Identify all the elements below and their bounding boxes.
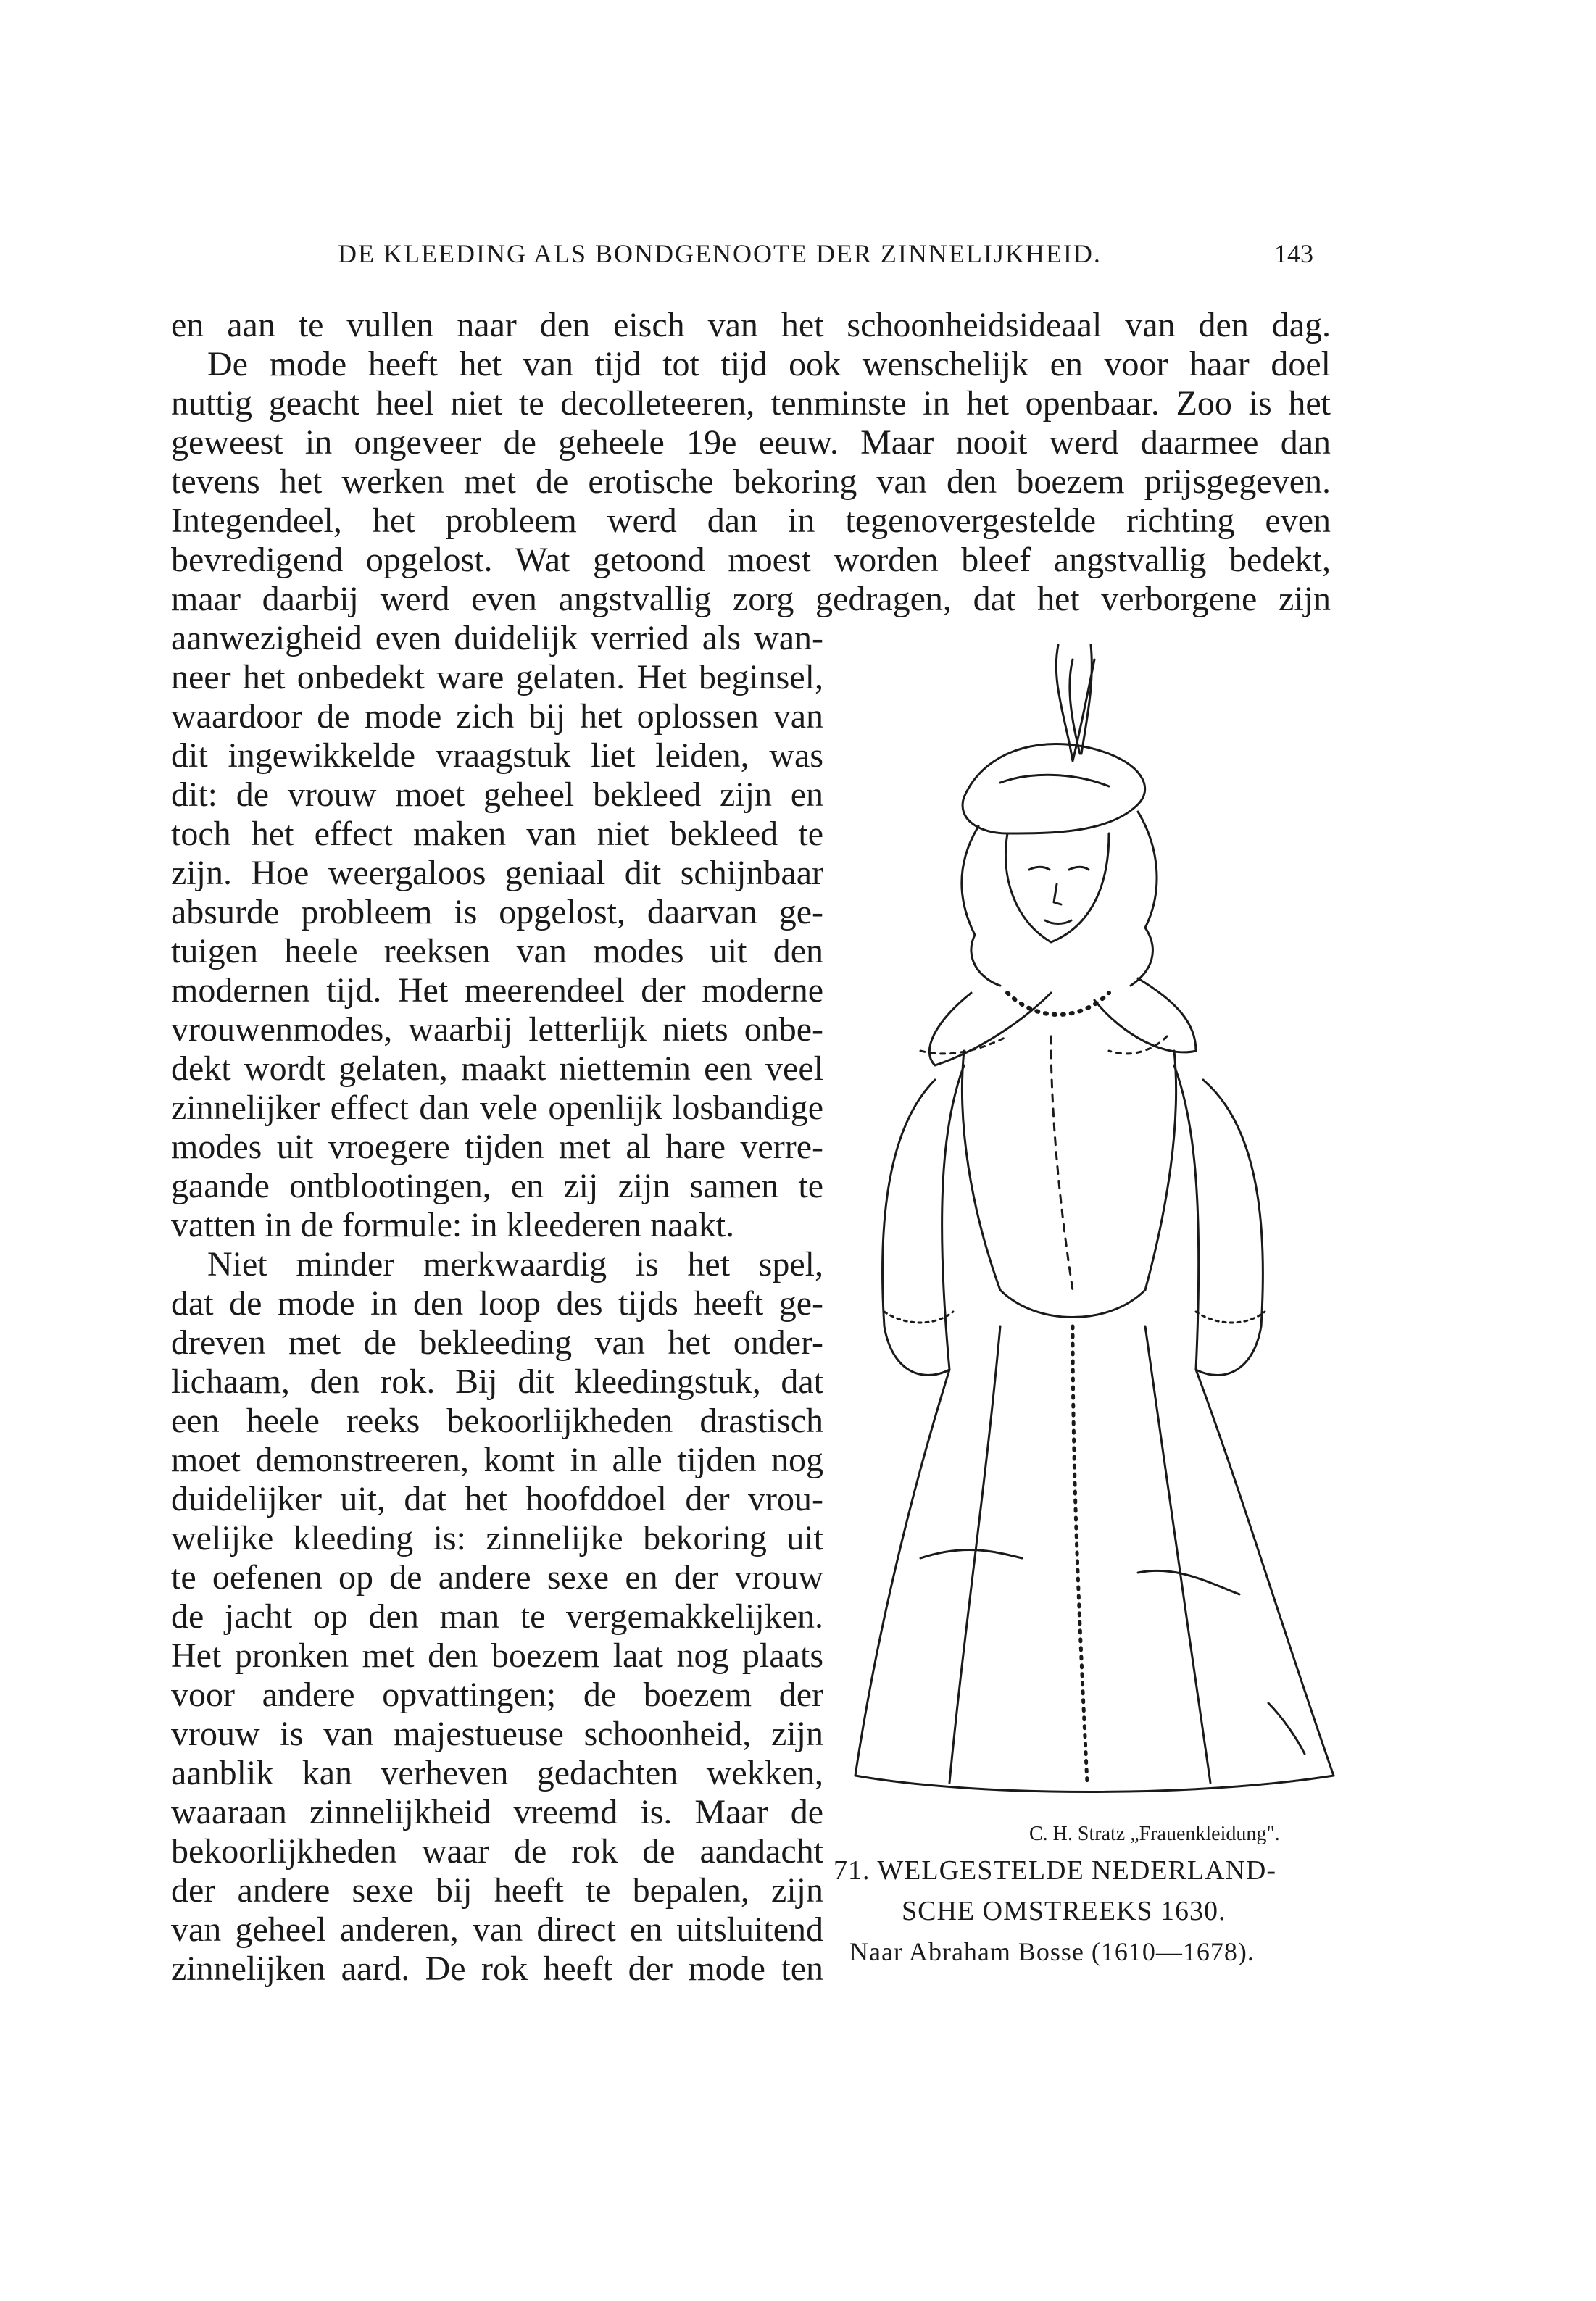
text-line: zinnelijker effect dan vele openlijk losbandige — [171, 1089, 823, 1127]
text-line: dreven met de bekleeding van het onder- — [171, 1323, 823, 1362]
text-line: De mode heeft het van tijd tot tijd ook wenschelijk en voor haar doel — [207, 345, 1331, 383]
text-line: bekoorlijkheden waar de rok de aandacht — [171, 1832, 823, 1871]
text-line: nuttig geacht heel niet te decolleteeren, tenminste in het openbaar. Zoo is het — [171, 384, 1331, 423]
running-title: DE KLEEDING ALS BONDGENOOTE DER ZINNELIJKHEID. — [338, 239, 1102, 268]
text-line: welijke kleeding is: zinnelijke bekoring uit — [171, 1519, 823, 1557]
text-line: vrouwenmodes, waarbij letterlijk niets onbe- — [171, 1010, 823, 1049]
text-line: absurde probleem is opgelost, daarvan ge- — [171, 893, 823, 931]
page-number: 143 — [1274, 239, 1313, 268]
text-line: maar daarbij werd even angstvallig zorg gedragen, dat het verborgene zijn — [171, 580, 1331, 618]
text-line: modernen tijd. Het meerendeel der moderne — [171, 971, 823, 1010]
text-line: dekt wordt gelaten, maakt niettemin een veel — [171, 1049, 823, 1088]
text-line: voor andere opvattingen; de boezem der — [171, 1676, 823, 1714]
text-line: tuigen heele reeksen van modes uit den — [171, 932, 823, 970]
figure-credit: C. H. Stratz „Frauenkleidung". — [1029, 1823, 1280, 1845]
text-line: modes uit vroegere tijden met al hare verre- — [171, 1128, 823, 1166]
text-line: de jacht op den man te vergemakkelijken. — [171, 1597, 823, 1636]
text-line: zinnelijken aard. De rok heeft der mode ten — [171, 1950, 823, 1988]
figure-caption-title: 71. WELGESTELDE NEDERLAND- — [834, 1855, 1277, 1886]
text-line: dit ingewikkelde vraagstuk liet leiden, was — [171, 736, 823, 775]
figure-caption-source: Naar Abraham Bosse (1610—1678). — [849, 1937, 1255, 1966]
text-line: Integendeel, het probleem werd dan in tegenovergestelde richting even — [171, 502, 1331, 540]
text-line: Het pronken met den boezem laat nog plaats — [171, 1636, 823, 1675]
text-line: geweest in ongeveer de geheele 19e eeuw. Maar nooit werd daarmee dan — [171, 423, 1331, 462]
text-line: van geheel anderen, van direct en uitsluitend — [171, 1910, 823, 1949]
text-line: dat de mode in den loop des tijds heeft ge- — [171, 1284, 823, 1323]
text-line: aanwezigheid even duidelijk verried als wan- — [171, 619, 823, 657]
text-line: bevredigend opgelost. Wat getoond moest worden bleef angstvallig bedekt, — [171, 541, 1331, 579]
text-line: duidelijker uit, dat het hoofddoel der vrou- — [171, 1480, 823, 1518]
text-line: waaraan zinnelijkheid vreemd is. Maar de — [171, 1793, 823, 1831]
text-line: vrouw is van majestueuse schoonheid, zijn — [171, 1715, 823, 1753]
text-line: Niet minder merkwaardig is het spel, — [207, 1245, 823, 1283]
woman-in-17th-century-dress-illustration — [834, 616, 1355, 1805]
text-line: neer het onbedekt ware gelaten. Het beginsel, — [171, 658, 823, 696]
text-line: te oefenen op de andere sexe en der vrouw — [171, 1558, 823, 1597]
text-line: aanblik kan verheven gedachten wekken, — [171, 1754, 823, 1792]
text-line: zijn. Hoe weergaloos geniaal dit schijnbaar — [171, 854, 823, 892]
text-line: en aan te vullen naar den eisch van het schoonheidsideaal van den dag. — [171, 306, 1331, 344]
text-line: lichaam, den rok. Bij dit kleedingstuk, dat — [171, 1362, 823, 1401]
text-line: waardoor de mode zich bij het oplossen van — [171, 697, 823, 736]
text-line: der andere sexe bij heeft te bepalen, zijn — [171, 1871, 823, 1910]
text-line: moet demonstreeren, komt in alle tijden nog — [171, 1441, 823, 1479]
text-line: toch het effect maken van niet bekleed te — [171, 815, 823, 853]
text-line: gaande ontblootingen, en zij zijn samen te — [171, 1167, 823, 1205]
figure-caption-title-continued: SCHE OMSTREEKS 1630. — [902, 1896, 1226, 1926]
text-line: tevens het werken met de erotische bekoring van den boezem prijsgegeven. — [171, 462, 1331, 501]
text-line: vatten in de formule: in kleederen naakt. — [171, 1206, 735, 1244]
text-line: dit: de vrouw moet geheel bekleed zijn en — [171, 775, 823, 814]
text-line: een heele reeks bekoorlijkheden drastisch — [171, 1402, 823, 1440]
